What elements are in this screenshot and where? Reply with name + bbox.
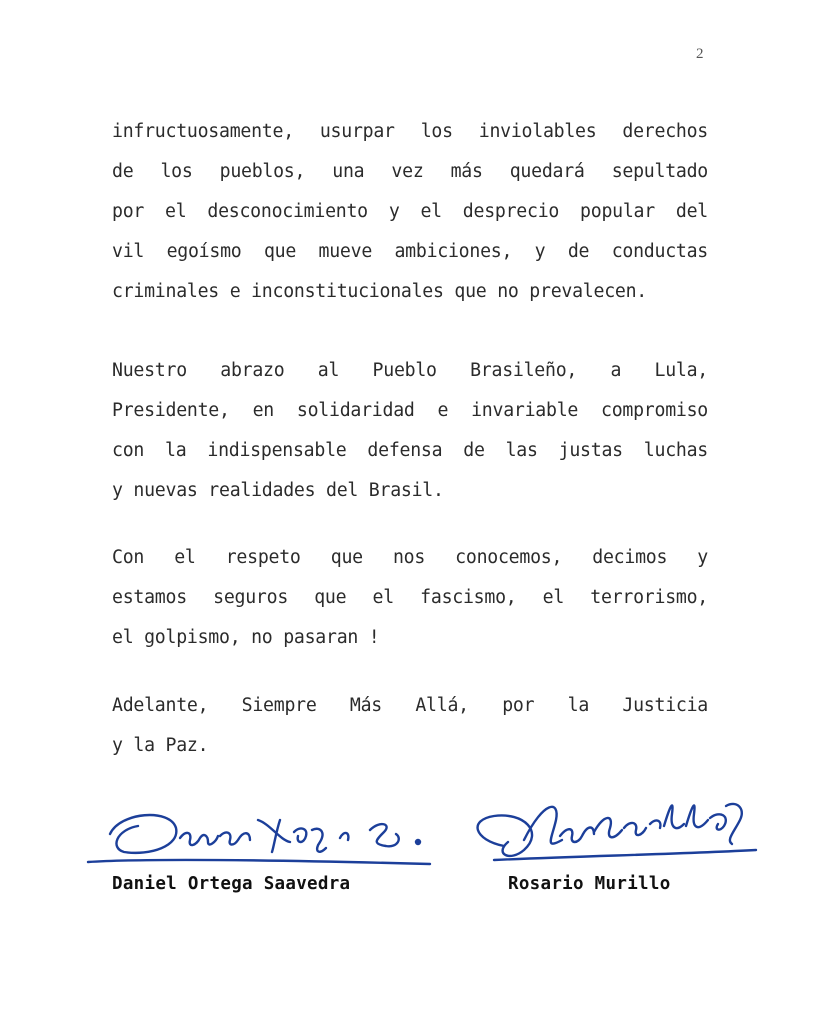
text-line: de los pueblos, una vez más quedará sepultado [112, 161, 708, 182]
letter-body [112, 538, 708, 658]
text-line: Nuestro abrazo al Pueblo Brasileño, a Lula, [112, 360, 708, 381]
text-line: y la Paz. [112, 735, 209, 756]
text-line: por el desconocimiento y el desprecio popular del [112, 201, 708, 222]
text-line: Presidente, en solidaridad e invariable compromiso [112, 400, 708, 421]
letter-body [112, 686, 708, 766]
text-line: Adelante, Siempre Más Allá, por la Justicia [112, 695, 708, 716]
text-line: con la indispensable defensa de las justas luchas [112, 440, 708, 461]
signatory-name: Rosario Murillo [508, 874, 671, 894]
signatory-name: Daniel Ortega Saavedra [112, 874, 351, 894]
text-line: Con el respeto que nos conocemos, decimos y [112, 547, 708, 568]
paragraph-3 [112, 538, 708, 658]
paragraph-4 [112, 686, 708, 766]
letter-body [112, 351, 708, 511]
text-line: criminales e inconstitucionales que no prevalecen. [112, 281, 647, 302]
paragraph-1 [112, 112, 708, 312]
text-line: y nuevas realidades del Brasil. [112, 480, 444, 501]
paragraph-2 [112, 351, 708, 511]
text-line: el golpismo, no pasaran ! [112, 627, 380, 648]
letter-body [112, 112, 708, 312]
handwritten-signature-icon [80, 790, 440, 880]
text-line: estamos seguros que el fascismo, el terrorismo, [112, 587, 708, 608]
text-line: infructuosamente, usurpar los inviolables derechos [112, 121, 708, 142]
page-number: 2 [696, 46, 704, 62]
text-line: vil egoísmo que mueve ambiciones, y de conductas [112, 241, 708, 262]
